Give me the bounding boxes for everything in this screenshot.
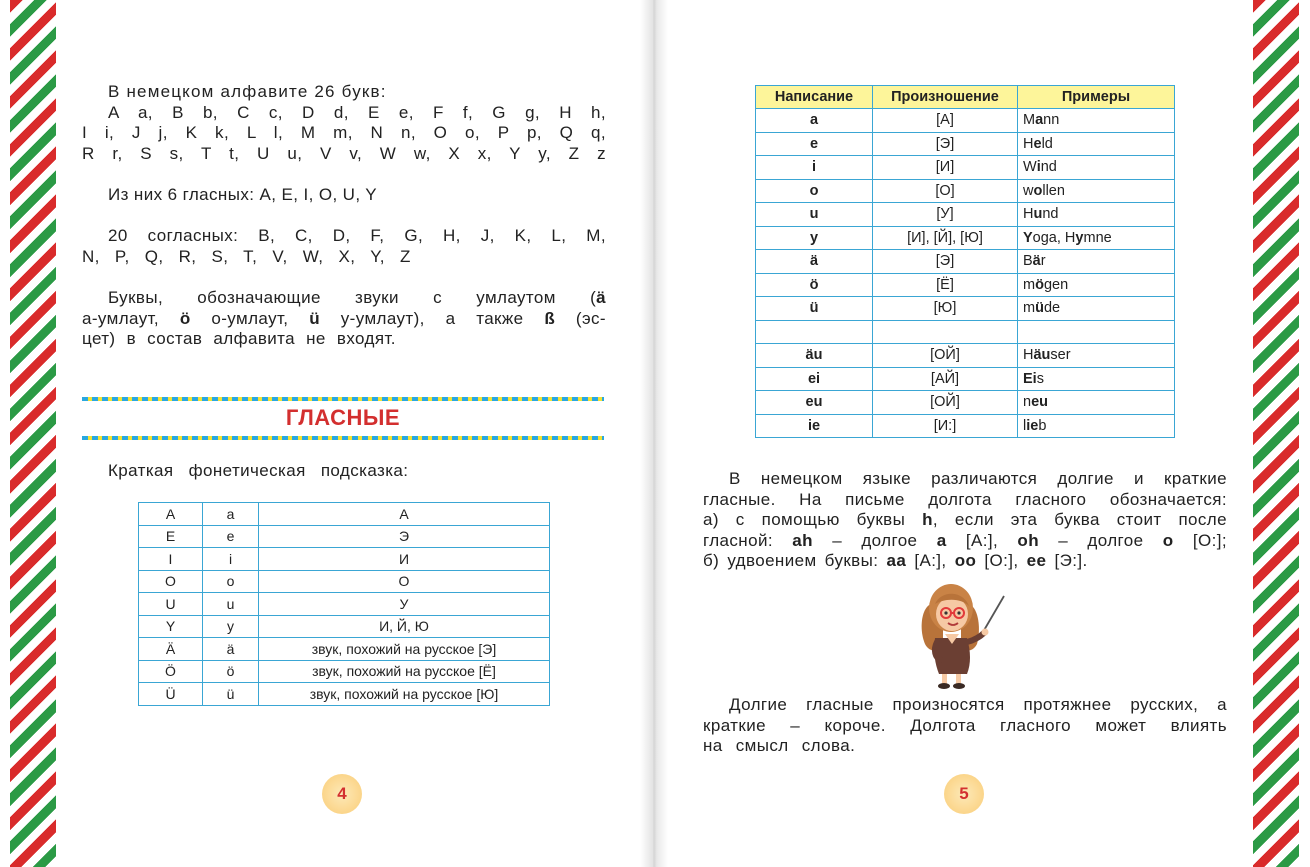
- pronunciation-cell: [Ю]: [873, 297, 1018, 321]
- example-highlight: i: [1036, 159, 1041, 176]
- table-row: [756, 226, 1175, 250]
- vowel-uppercase: E: [139, 525, 203, 548]
- table-row: [139, 593, 550, 616]
- pronunciation-cell: [АЙ]: [873, 367, 1018, 391]
- example-text: ser: [1050, 347, 1071, 364]
- example-highlight: ä: [1032, 253, 1041, 270]
- section-divider-top: [82, 397, 604, 401]
- example-highlight: ö: [1035, 276, 1044, 293]
- consonants-line2: N, P, Q, R, S, T, V, W, X, Y, Z: [82, 246, 411, 266]
- table-row: [139, 660, 550, 683]
- table-row: [756, 297, 1175, 321]
- table-row: [756, 109, 1175, 133]
- spelling-pronunciation-table: [755, 85, 1175, 438]
- pronunciation-cell: [У]: [873, 203, 1018, 227]
- pronunciation-cell: [И]: [873, 156, 1018, 180]
- example-highlight: o: [1033, 182, 1043, 199]
- table-row: [139, 683, 550, 706]
- spelling-cell: ie: [756, 414, 873, 438]
- vowel-uppercase: Y: [139, 615, 203, 638]
- example-text: nd: [1042, 206, 1059, 223]
- table-row: [756, 179, 1175, 203]
- example-highlight: eu: [1031, 394, 1048, 411]
- example-cell: [1018, 179, 1175, 203]
- example-highlight: u: [1033, 206, 1043, 223]
- long-short-line: [О:];: [1173, 530, 1228, 550]
- phonetic-hint-table: [138, 502, 550, 706]
- teacher-shoe: [953, 683, 965, 689]
- vowel-sound: У: [259, 593, 550, 616]
- example-text: mne: [1083, 229, 1112, 246]
- example-text: m: [1023, 276, 1036, 293]
- example-text: w: [1023, 182, 1034, 199]
- example-text: H: [1023, 135, 1034, 152]
- umlaut-note-text: а-умлаут,: [82, 308, 180, 328]
- spelling-cell: äu: [756, 344, 873, 368]
- pronunciation-cell: [ОЙ]: [873, 344, 1018, 368]
- spelling-cell: ö: [756, 273, 873, 297]
- long-short-line: [А:],: [946, 530, 1018, 550]
- example-text: ld: [1041, 135, 1053, 152]
- alphabet-letters-line1: A a, B b, C c, D d, E e, F f, G g, H h,: [108, 102, 606, 122]
- vowel-sound: звук, похожий на русское [Ё]: [259, 660, 550, 683]
- umlaut-note-text: цет) в состав алфавита не входят.: [82, 329, 396, 348]
- long-short-line: [О:],: [976, 551, 1027, 570]
- pronunciation-cell: [Ё]: [873, 273, 1018, 297]
- example-text: nd: [1040, 159, 1057, 176]
- vowel-lowercase: i: [203, 548, 259, 571]
- table-row: [756, 250, 1175, 274]
- teacher-illustration: [905, 578, 1009, 690]
- consonants-block: [82, 226, 606, 267]
- spelling-cell: i: [756, 156, 873, 180]
- umlaut-note-text: Буквы, обозначающие звуки с умлаутом (: [108, 288, 597, 307]
- pronunciation-cell: [И], [Й], [Ю]: [873, 226, 1018, 250]
- example-text: r: [1040, 253, 1046, 270]
- example-cell: [1018, 320, 1175, 344]
- spelling-cell: ei: [756, 367, 873, 391]
- vowel-uppercase: U: [139, 593, 203, 616]
- table-header-row: [756, 86, 1175, 109]
- umlaut-note: [82, 288, 606, 350]
- vowel-uppercase: I: [139, 548, 203, 571]
- example-text: oga, H: [1032, 229, 1076, 246]
- example-cell: [1018, 367, 1175, 391]
- example-cell: [1018, 414, 1175, 438]
- table-row: [756, 367, 1175, 391]
- long-short-line: гласные. На письме долгота гласного обозначается:: [703, 489, 1227, 509]
- table-row: [139, 525, 550, 548]
- long-short-line: [Э:].: [1046, 551, 1088, 570]
- teacher-shoe: [938, 683, 950, 689]
- example-text: H: [1023, 347, 1034, 364]
- example-highlight: ie: [1026, 417, 1039, 434]
- umlaut-note-text: (эс-: [555, 308, 606, 328]
- alphabet-intro: В немецком алфавите 26 букв:: [108, 82, 387, 101]
- bold-example: aa: [886, 551, 907, 570]
- decorative-stripe-border-left: [10, 0, 56, 867]
- vowel-sound: О: [259, 570, 550, 593]
- bold-example: h: [922, 510, 933, 529]
- table-row: [139, 548, 550, 571]
- pronunciation-cell: [Э]: [873, 250, 1018, 274]
- example-text: M: [1023, 112, 1036, 129]
- example-cell: [1018, 226, 1175, 250]
- vowels-count: Из них 6 гласных: A, E, I, O, U, Y: [108, 185, 378, 204]
- long-short-line: В немецком языке различаются долгие и краткие: [729, 469, 1227, 488]
- alphabet-letters-line2: I i, J j, K k, L l, M m, N n, O o, P p, Q q,: [82, 123, 606, 142]
- pronunciation-cell: [И:]: [873, 414, 1018, 438]
- example-highlight: a: [1035, 112, 1044, 129]
- example-text: b: [1038, 417, 1047, 434]
- spelling-cell: a: [756, 109, 873, 133]
- example-cell: [1018, 109, 1175, 133]
- table-row: [756, 203, 1175, 227]
- header-pronunciation: Произношение: [873, 86, 1018, 109]
- vowel-lowercase: o: [203, 570, 259, 593]
- consonants-line1: 20 согласных: B, C, D, F, G, H, J, K, L, M,: [108, 226, 606, 245]
- bold-example: ah: [792, 530, 813, 550]
- vowel-sound: звук, похожий на русское [Э]: [259, 638, 550, 661]
- alphabet-letters-line3: R r, S s, T t, U u, V v, W w, X x, Y y, Z z: [82, 143, 606, 163]
- vowel-lowercase: ü: [203, 683, 259, 706]
- long-short-line: – долгое: [812, 530, 937, 550]
- spelling-cell: ü: [756, 297, 873, 321]
- example-highlight: Ei: [1023, 370, 1037, 387]
- example-text: de: [1043, 300, 1061, 317]
- example-text: s: [1036, 370, 1044, 387]
- eszett-letter: ß: [544, 308, 556, 328]
- vowel-lowercase: e: [203, 525, 259, 548]
- pointer-stick: [983, 596, 1004, 632]
- vowel-sound: А: [259, 503, 550, 526]
- example-text: W: [1023, 159, 1037, 176]
- example-text: H: [1023, 206, 1034, 223]
- example-cell: [1018, 344, 1175, 368]
- long-short-line: б) удвоением буквы:: [703, 551, 887, 570]
- spelling-cell: ä: [756, 250, 873, 274]
- umlaut-note-text: о-умлаут,: [190, 308, 310, 328]
- umlaut-letter-ue: ü: [309, 308, 320, 328]
- decorative-stripe-border-right: [1253, 0, 1299, 867]
- table-row: [139, 503, 550, 526]
- vowel-uppercase: O: [139, 570, 203, 593]
- pronunciation-cell: [Э]: [873, 132, 1018, 156]
- table-row: [756, 132, 1175, 156]
- umlaut-letter-ae: ä: [596, 288, 606, 307]
- example-highlight: ü: [1035, 300, 1044, 317]
- bold-example: ee: [1026, 551, 1047, 570]
- vowel-sound: И, Й, Ю: [259, 615, 550, 638]
- phonetic-hint-label: Краткая фонетическая подсказка:: [108, 461, 409, 480]
- closing-line: на смысл слова.: [703, 736, 856, 755]
- header-examples: Примеры: [1018, 86, 1175, 109]
- example-highlight: äu: [1033, 347, 1051, 364]
- umlaut-letter-oe: ö: [179, 308, 191, 328]
- spelling-cell: e: [756, 132, 873, 156]
- example-text: l: [1023, 417, 1027, 434]
- alphabet-block: [82, 82, 606, 164]
- table-row: [756, 391, 1175, 415]
- pronunciation-cell: [873, 320, 1018, 344]
- example-text: gen: [1043, 276, 1069, 293]
- example-text: m: [1023, 300, 1036, 317]
- vowel-lowercase: u: [203, 593, 259, 616]
- vowel-uppercase: Ö: [139, 660, 203, 683]
- example-cell: [1018, 273, 1175, 297]
- example-text: n: [1023, 394, 1032, 411]
- vowel-uppercase: Ä: [139, 638, 203, 661]
- vowel-uppercase: Ü: [139, 683, 203, 706]
- table-row: [139, 570, 550, 593]
- table-row: [756, 156, 1175, 180]
- vowel-lowercase: a: [203, 503, 259, 526]
- bold-example: a: [936, 530, 947, 550]
- example-cell: [1018, 297, 1175, 321]
- spelling-cell: [756, 320, 873, 344]
- example-highlight: Y: [1023, 229, 1033, 246]
- book-gutter: [640, 0, 668, 867]
- closing-line: Долгие гласные произносятся протяжнее русских, а: [729, 695, 1227, 714]
- spelling-cell: o: [756, 179, 873, 203]
- example-cell: [1018, 132, 1175, 156]
- vowel-sound: Э: [259, 525, 550, 548]
- page-number: 5: [944, 774, 984, 814]
- umlaut-note-text: у-умлаут), а также: [320, 308, 545, 328]
- example-highlight: y: [1075, 229, 1084, 246]
- section-divider-bottom: [82, 436, 604, 440]
- table-row: [139, 615, 550, 638]
- vowel-lowercase: y: [203, 615, 259, 638]
- example-cell: [1018, 203, 1175, 227]
- table-row: [139, 638, 550, 661]
- example-cell: [1018, 391, 1175, 415]
- example-text: llen: [1042, 182, 1065, 199]
- spelling-cell: u: [756, 203, 873, 227]
- table-row: [756, 414, 1175, 438]
- spelling-cell: y: [756, 226, 873, 250]
- long-short-vowels-text: [703, 469, 1227, 572]
- bold-example: o: [1162, 530, 1174, 550]
- vowel-sound: И: [259, 548, 550, 571]
- example-cell: [1018, 250, 1175, 274]
- example-text: B: [1023, 253, 1033, 270]
- pronunciation-cell: [А]: [873, 109, 1018, 133]
- table-row: [756, 320, 1175, 344]
- long-short-line: , если эта буква стоит после: [932, 510, 1227, 529]
- vowel-sound: звук, похожий на русское [Ю]: [259, 683, 550, 706]
- bold-example: oo: [954, 551, 977, 570]
- closing-line: краткие – короче. Долгота гласного может влиять: [703, 715, 1227, 735]
- long-short-line: [А:],: [906, 551, 955, 570]
- closing-text: [703, 695, 1227, 757]
- page-number: 4: [322, 774, 362, 814]
- example-cell: [1018, 156, 1175, 180]
- example-highlight: e: [1033, 135, 1042, 152]
- pronunciation-cell: [О]: [873, 179, 1018, 203]
- long-short-line: – долгое: [1038, 530, 1163, 550]
- vowel-uppercase: A: [139, 503, 203, 526]
- section-title-vowels: ГЛАСНЫЕ: [285, 405, 401, 430]
- example-text: nn: [1043, 112, 1060, 129]
- table-row: [756, 273, 1175, 297]
- table-row: [756, 344, 1175, 368]
- vowel-lowercase: ö: [203, 660, 259, 683]
- spelling-cell: eu: [756, 391, 873, 415]
- pronunciation-cell: [ОЙ]: [873, 391, 1018, 415]
- vowel-lowercase: ä: [203, 638, 259, 661]
- long-short-line: а) с помощью буквы: [703, 510, 923, 529]
- header-spelling: Написание: [756, 86, 873, 109]
- long-short-line: гласной:: [703, 530, 793, 550]
- bold-example: oh: [1017, 530, 1039, 550]
